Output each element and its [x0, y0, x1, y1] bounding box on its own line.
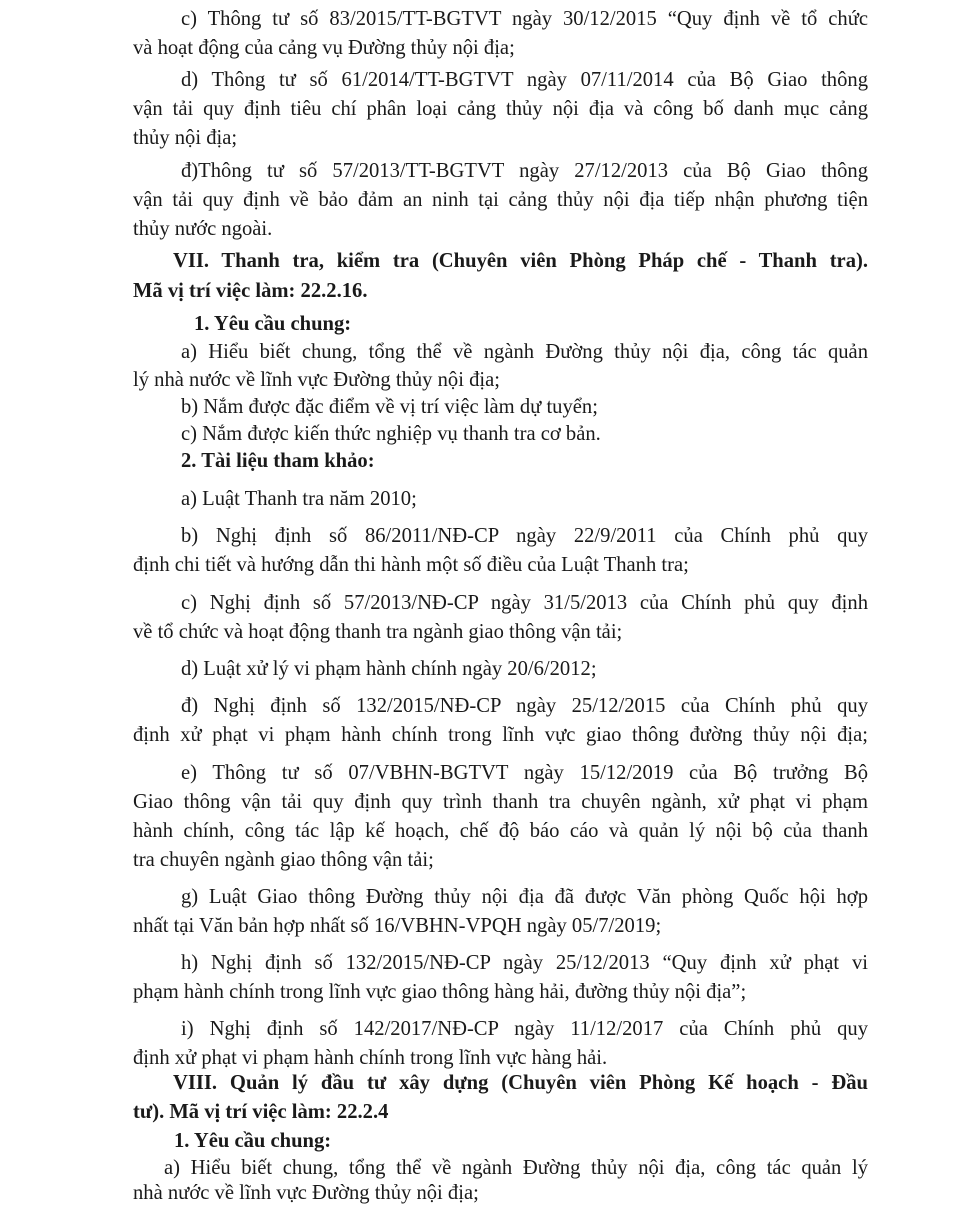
- paragraph-line: b) Nghị định số 86/2011/NĐ-CP ngày 22/9/2011 của Chính phủ quy: [181, 525, 868, 547]
- paragraph-line: b) Nắm được đặc điểm về vị trí việc làm dự tuyển;: [181, 396, 598, 418]
- section-heading-vii-code: Mã vị trí việc làm: 22.2.16.: [133, 280, 368, 302]
- paragraph-line: tra chuyên ngành giao thông vận tải;: [133, 849, 434, 871]
- paragraph-line: vận tải quy định về bảo đảm an ninh tại cảng thủy nội địa tiếp nhận phương tiện: [133, 189, 868, 211]
- paragraph-line: c) Nghị định số 57/2013/NĐ-CP ngày 31/5/2013 của Chính phủ quy định: [181, 592, 868, 614]
- subheading-general-requirements: 1. Yêu cầu chung:: [174, 1130, 332, 1152]
- paragraph-line: a) Hiểu biết chung, tổng thể về ngành Đường thủy nội địa, công tác quản lý: [164, 1157, 868, 1179]
- paragraph-line: và hoạt động của cảng vụ Đường thủy nội địa;: [133, 37, 515, 59]
- section-heading-viii: VIII. Quản lý đầu tư xây dựng (Chuyên viên Phòng Kế hoạch - Đầu: [173, 1072, 868, 1094]
- paragraph-line: c) Nắm được kiến thức nghiệp vụ thanh tra cơ bản.: [181, 423, 601, 445]
- paragraph-line: vận tải quy định tiêu chí phân loại cảng thủy nội địa và công bố danh mục cảng: [133, 98, 868, 120]
- paragraph-line: định chi tiết và hướng dẫn thi hành một số điều của Luật Thanh tra;: [133, 554, 689, 576]
- paragraph-line: thủy nội địa;: [133, 127, 238, 149]
- section-heading-viii-code: tư). Mã vị trí việc làm: 22.2.4: [133, 1101, 389, 1123]
- paragraph-line: hành chính, công tác lập kế hoạch, chế độ báo cáo và quản lý nội bộ của thanh: [133, 820, 868, 842]
- paragraph-line: i) Nghị định số 142/2017/NĐ-CP ngày 11/12/2017 của Chính phủ quy: [181, 1018, 868, 1040]
- subheading-general-requirements: 1. Yêu cầu chung:: [194, 313, 352, 335]
- paragraph-line: e) Thông tư số 07/VBHN-BGTVT ngày 15/12/2019 của Bộ trưởng Bộ: [181, 762, 868, 784]
- paragraph-line: phạm hành chính trong lĩnh vực giao thông hàng hải, đường thủy nội địa”;: [133, 981, 747, 1003]
- paragraph-line: về tổ chức và hoạt động thanh tra ngành giao thông vận tải;: [133, 621, 623, 643]
- paragraph-line: d) Luật xử lý vi phạm hành chính ngày 20/6/2012;: [181, 658, 597, 680]
- paragraph-line: nhà nước về lĩnh vực Đường thủy nội địa;: [133, 1182, 479, 1204]
- paragraph-line: định xử phạt vi phạm hành chính trong lĩnh vực hàng hải.: [133, 1047, 608, 1069]
- paragraph-line: thủy nước ngoài.: [133, 218, 273, 240]
- paragraph-line: h) Nghị định số 132/2015/NĐ-CP ngày 25/12/2013 “Quy định xử phạt vi: [181, 952, 868, 974]
- paragraph-line: đ) Nghị định số 132/2015/NĐ-CP ngày 25/12/2015 của Chính phủ quy: [181, 695, 868, 717]
- paragraph-line: nhất tại Văn bản hợp nhất số 16/VBHN-VPQH ngày 05/7/2019;: [133, 915, 662, 937]
- paragraph-line: Giao thông vận tải quy định quy trình thanh tra chuyên ngành, xử phạt vi phạm: [133, 791, 868, 813]
- paragraph-line: đ)Thông tư số 57/2013/TT-BGTVT ngày 27/12/2013 của Bộ Giao thông: [181, 160, 868, 182]
- section-heading-vii: VII. Thanh tra, kiểm tra (Chuyên viên Phòng Pháp chế - Thanh tra).: [173, 250, 868, 272]
- paragraph-line: d) Thông tư số 61/2014/TT-BGTVT ngày 07/11/2014 của Bộ Giao thông: [181, 69, 868, 91]
- paragraph-line: lý nhà nước về lĩnh vực Đường thủy nội địa;: [133, 369, 500, 391]
- paragraph-line: g) Luật Giao thông Đường thủy nội địa đã được Văn phòng Quốc hội hợp: [181, 886, 868, 908]
- paragraph-line: a) Luật Thanh tra năm 2010;: [181, 488, 417, 510]
- subheading-references: 2. Tài liệu tham khảo:: [181, 450, 375, 472]
- paragraph-line: c) Thông tư số 83/2015/TT-BGTVT ngày 30/12/2015 “Quy định về tổ chức: [181, 8, 868, 30]
- paragraph-line: định xử phạt vi phạm hành chính trong lĩnh vực giao thông đường thủy nội địa;: [133, 724, 868, 746]
- paragraph-line: a) Hiểu biết chung, tổng thể về ngành Đường thủy nội địa, công tác quản: [181, 341, 868, 363]
